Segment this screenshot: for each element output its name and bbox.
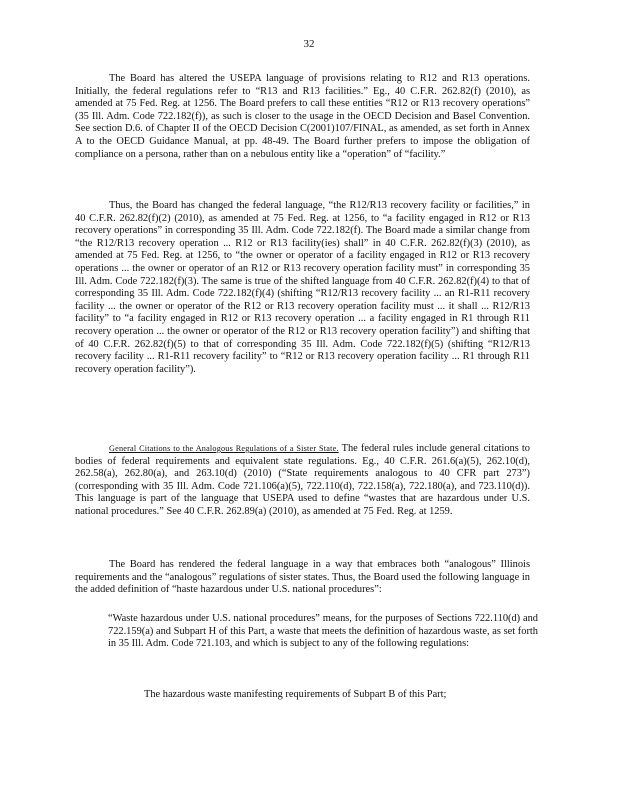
section-heading-general-citations: General Citations to the Analogous Regulations of a Sister State. [109,444,339,453]
paragraph-r12-r13-operations: The Board has altered the USEPA language of provisions relating to R12 and R13 operations. Initially, the federal regulations refer to “R13 and R13 facilities.” Eg., 40 C.F.R. 262.82(f) (2010), as amended at 75 Fed. Reg. at 1256. The Board prefers to call these entities “R12 or R13 recovery operations” (35 Ill. Adm. Code 722.182(f)), as such is closer to the usage in the OECD Decision and Basel Convention. See section D.6. of Chapter II of the OECD Decision C(2001)107/FINAL, as amended, as set forth in Annex A to the OECD Guidance Manual, at pp. 48-49. The Board further prefers to impose the obligation of compliance on a persona, rather than on a nebulous entity like a “operation” of “facility.” [75,73,530,160]
page-number: 32 [303,38,315,50]
quoted-definition: “Waste hazardous under U.S. national procedures” means, for the purposes of Sections 722.110(d) and 722.159(a) and Subpart H of this Part, a waste that meets the definition of hazardous waste, as set forth in 35 Ill. Adm. Code 721.103, and which is subject to any of the following regulations: [108,613,538,650]
paragraph-general-citations [75,443,530,519]
paragraph-general-citations-text: The federal rules include general citations to bodies of federal requirements and equivalent state regulations. Eg., 40 C.F.R. 261.6(a)(5), 262.10(d), 262.58(a), 262.80(a), and 263.10(d) (2010) (“State requirements analogous to 40 CFR part 273”) (corresponding with 35 Ill. Adm. Code 721.106(a)(5), 722.110(d), 722.158(a), 722.180(a), and 723.110(d)). This language is part of the language that USEPA used to define “wastes that are hazardous under U.S. national procedures.” See 40 C.F.R. 262.89(a) (2010), as amended at 75 Fed. Reg. at 1259. [75,443,530,517]
paragraph-federal-language-change: Thus, the Board has changed the federal language, “the R12/R13 recovery facility or facilities,” in 40 C.F.R. 262.82(f)(2) (2010), as amended at 75 Fed. Reg. at 1256, to “a facility engaged in R12 or R13 recovery operations” in corresponding 35 Ill. Adm. Code 722.182(f). The Board made a similar change from “the R12/R13 recovery operation ... R12 or R13 facility(ies) shall” in 40 C.F.R. 262.82(f)(3) (2010), as amended at 75 Fed. Reg. at 1256, to “the owner or operator of a facility engaged in R12 or R13 recovery operations ... the owner or operator of an R12 or R13 recovery operation facility must” in corresponding 35 Ill. Adm. Code 722.182(f)(3). The same is true of the shifted language from 40 C.F.R. 262.82(f)(4) to that of corresponding 35 Ill. Adm. Code 722.182(f)(4) (shifting “R12/R13 recovery facility ... an R1-R11 recovery facility ... the owner or operator of the R12 or R13 recovery operation facility must ... it shall ... R12/R13 facility” to “a facility engaged in R12 or R13 recovery operation ... a facility engaged in R1 through R11 recovery operation ... the owner or operator of the R12 or R13 recovery operation facility”) and shifting that of 40 C.F.R. 262.82(f)(5) to that of corresponding 35 Ill. Adm. Code 722.182(f)(5) (shifting “R12/R13 recovery facility ... R1-R11 recovery facility” to “R12 or R13 recovery operation facility ... R1 through R11 recovery operation facility”). [75,200,530,375]
paragraph-analogous-language: The Board has rendered the federal language in a way that embraces both “analogous” Illinois requirements and the “analogous” regulations of sister states. Thus, the Board used the following language in the added definition of “haste hazardous under U.S. national procedures”: [75,559,530,596]
quoted-subitem: The hazardous waste manifesting requirements of Subpart B of this Part; [144,689,447,700]
